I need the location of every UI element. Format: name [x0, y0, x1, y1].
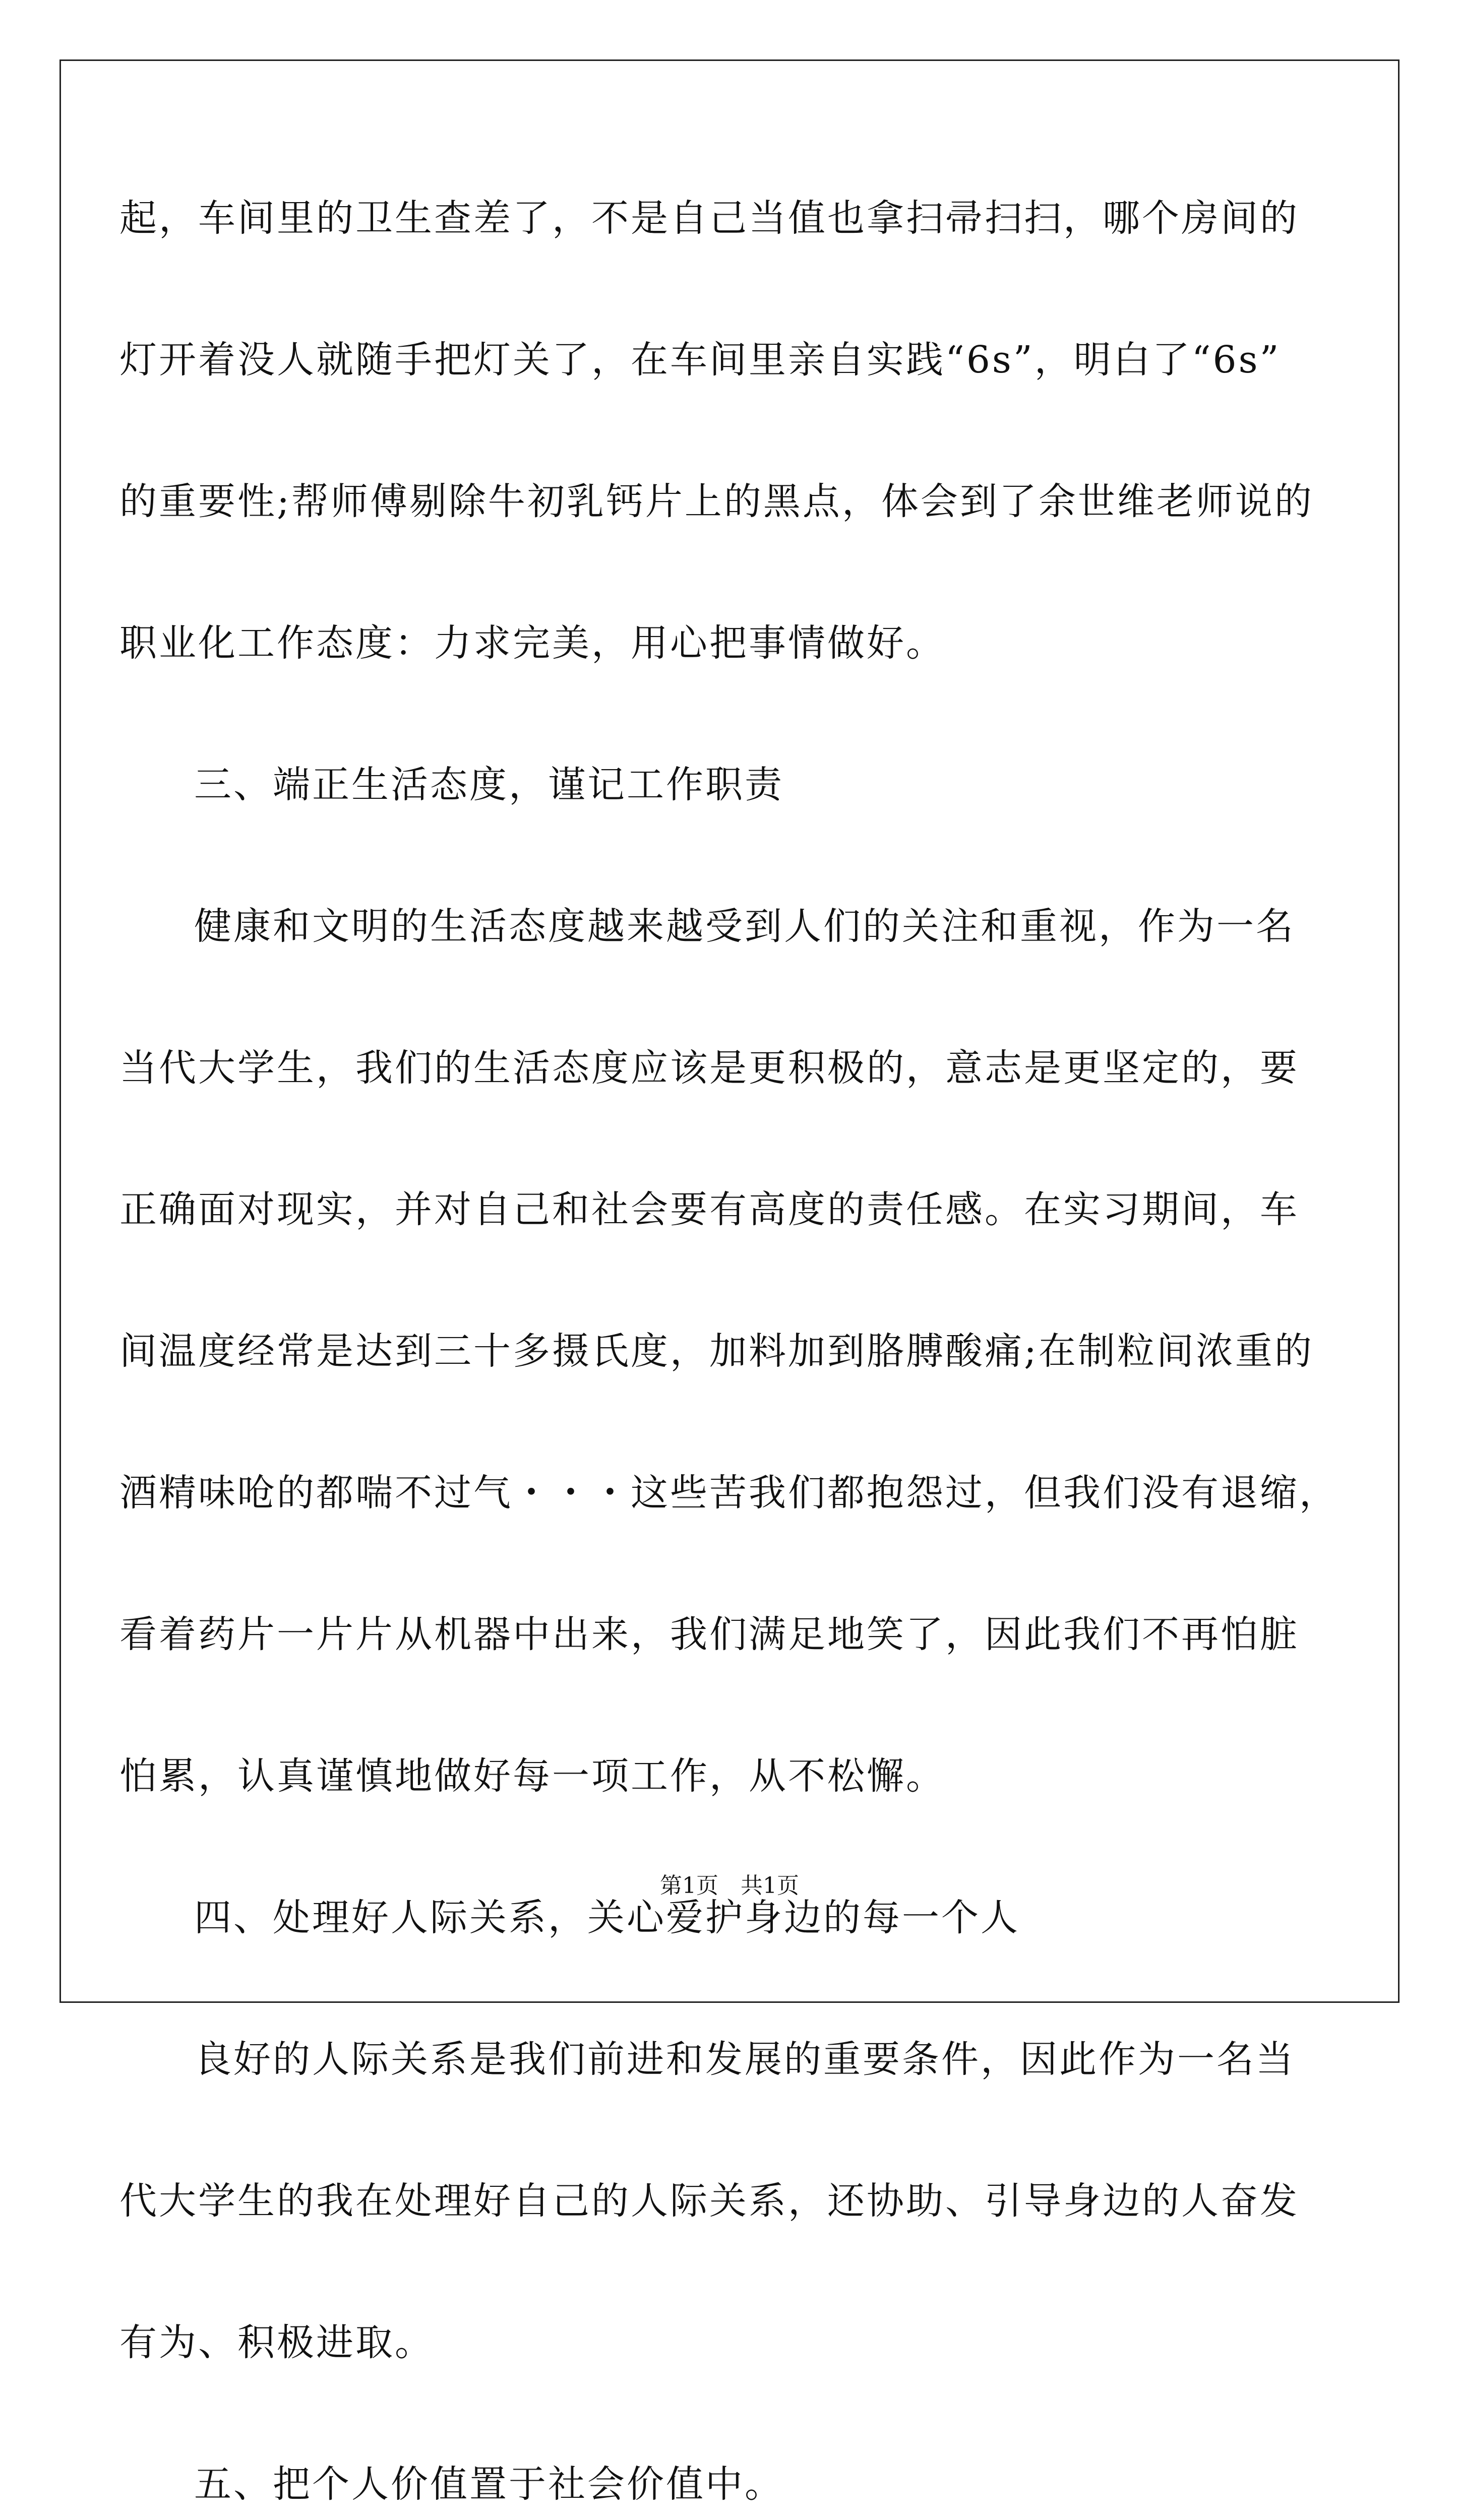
text-line-15: 代大学生的我在处理好自己的人际关系，还协助、引导身边的人奋发 — [119, 2179, 1299, 2223]
text-line-14: 良好的人际关系是我们前进和发展的重要条件，因此作为一名当 — [194, 2038, 1295, 2081]
text-line-2: 灯开着没人就随手把灯关了，在车间里亲自实践“6s”，明白了“6s” — [119, 338, 1281, 382]
text-line-4: 职业化工作态度：力求完美，用心把事情做好。 — [119, 621, 945, 665]
section-heading-3: 三、端正生活态度，谨记工作职责 — [194, 763, 784, 806]
text-line-16: 有为、积极进取。 — [119, 2321, 434, 2364]
section-heading-5: 五、把个人价值置于社会价值中。 — [194, 2463, 784, 2506]
text-line-1: 起，车间里的卫生查差了，不是自己当值也拿扫帚扫扫，哪个房间的 — [119, 197, 1299, 240]
text-line-8: 正确面对现实，并对自己和社会要有高度的责任感。在实习期间，车 — [119, 1188, 1299, 1231]
text-line-3: 的重要性;帮师傅剔除牛初乳钙片上的黑点，体会到了余世维老师说的 — [119, 480, 1314, 523]
page-footer: 第1页 共1页 — [660, 1873, 799, 1899]
text-line-11: 看着药片一片片从机器中出来，我们满足地笑了，因此我们不再怕脏 — [119, 1613, 1299, 1656]
text-line-6: 健康和文明的生活态度越来越受到人们的关注和重视，作为一名 — [194, 905, 1295, 948]
text-line-12: 怕累，认真谨慎地做好每一项工作，从不松懈。 — [119, 1754, 945, 1798]
text-line-10: 酒精味呛的都喘不过气・・・这些苦我们都抱怨过，但我们没有退缩， — [119, 1471, 1339, 1515]
document-body — [119, 194, 1339, 2520]
text-line-7: 当代大学生，我们的生活态度应该是更积极的，意志是更坚定的，要 — [119, 1046, 1299, 1090]
text-line-9: 间温度经常是达到三十多摄氏度，加料加到胳膊酸痛;在制粒间浓重的 — [119, 1330, 1314, 1373]
section-heading-4: 四、处理好人际关系，关心爱护身边的每一个人 — [194, 1896, 1020, 1939]
